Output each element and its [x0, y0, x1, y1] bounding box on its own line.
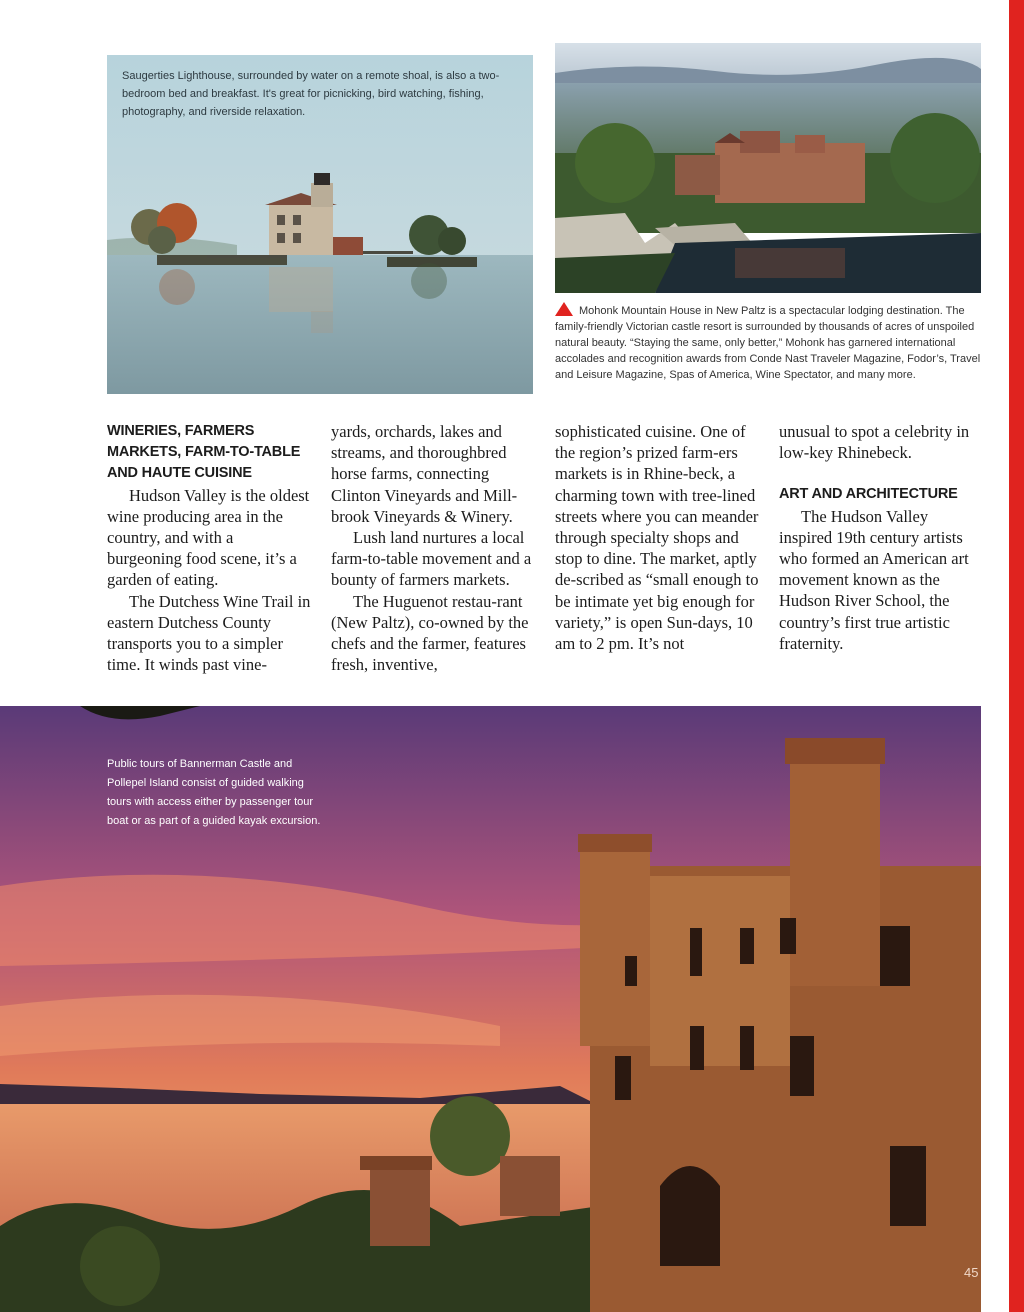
- lighthouse-caption: Saugerties Lighthouse, surrounded by water on a remote shoal, is also a two-bedroom bed and breakfast. It's great for picnicking, bird watching, fishing, photography, and riverside relaxation.: [122, 70, 500, 118]
- mohonk-photo: [555, 43, 981, 293]
- mohonk-caption: [555, 302, 983, 383]
- mohonk-caption-text: Mohonk Mountain House in New Paltz is a spectacular lodging destination. The family-friendly Victorian castle resort is surrounded by thousands of acres of unspoiled natural beauty. “Staying the same, only better,” Mohonk has garnered international accolades and recognition awards from Conde Nast Traveler Magazine, Fodor’s, Travel and Leisure Magazine, Spas of America, Wine Spectator, and many more.: [555, 305, 981, 381]
- article-column-1: [107, 421, 312, 675]
- paragraph-wine-trail-end: yards, orchards, lakes and streams, and thoroughbred horse farms, connecting Clinton Vineyards and Mill-brook Vineyards & Winery.: [331, 422, 518, 526]
- paragraph-huguenot-start: The Huguenot restau-rant (New Paltz), co-owned by the chefs and the farmer, features fresh, inventive,: [331, 591, 529, 675]
- paragraph-huguenot-end: unusual to spot a celebrity in low-key Rhinebeck.: [779, 422, 970, 463]
- paragraph-farm-to-table: Lush land nurtures a local farm-to-table movement and a bounty of farmers markets.: [331, 528, 532, 590]
- lighthouse-photo: [107, 55, 533, 394]
- section-heading-art: ART AND ARCHITECTURE: [779, 486, 958, 503]
- castle-photo: [0, 706, 981, 1312]
- triangle-pointer-icon: [555, 302, 573, 316]
- paragraph-huguenot-middle: sophisticated cuisine. One of the region’s prized farm-ers markets is in Rhine-beck, a charming town with tree-lined streets where you can meander through specialty shops and stop to dine. The market, aptly de-scribed as “small enough to be intimate yet big enough for variety,” is open Sun-days, 10 am to 2 pm. It’s not: [555, 422, 759, 654]
- section-heading-wineries: WINERIES, FARMERS MARKETS, FARM-TO-TABLE AND HAUTE CUISINE: [107, 423, 301, 482]
- paragraph-wine-trail-start: The Dutchess Wine Trail in eastern Dutchess County transports you to a simpler time. It winds past vine-: [107, 591, 311, 675]
- article-column-3: [555, 421, 760, 654]
- castle-caption: Public tours of Bannerman Castle and Pollepel Island consist of guided walking tours with access either by passenger tour boat or as part of a guided kayak excursion.: [107, 758, 321, 827]
- article-column-4: [779, 421, 984, 654]
- edge-color-bar: [1009, 0, 1024, 1312]
- article-column-2: [331, 421, 536, 675]
- paragraph-wine-producing: Hudson Valley is the oldest wine producing area in the country, and with a burgeoning food scene, it’s a garden of eating.: [107, 485, 310, 590]
- page-number: 45: [964, 1265, 979, 1280]
- paragraph-hudson-river-school: The Hudson Valley inspired 19th century artists who formed an American art movement known as the Hudson River School, the country’s first true artistic fraternity.: [779, 506, 969, 653]
